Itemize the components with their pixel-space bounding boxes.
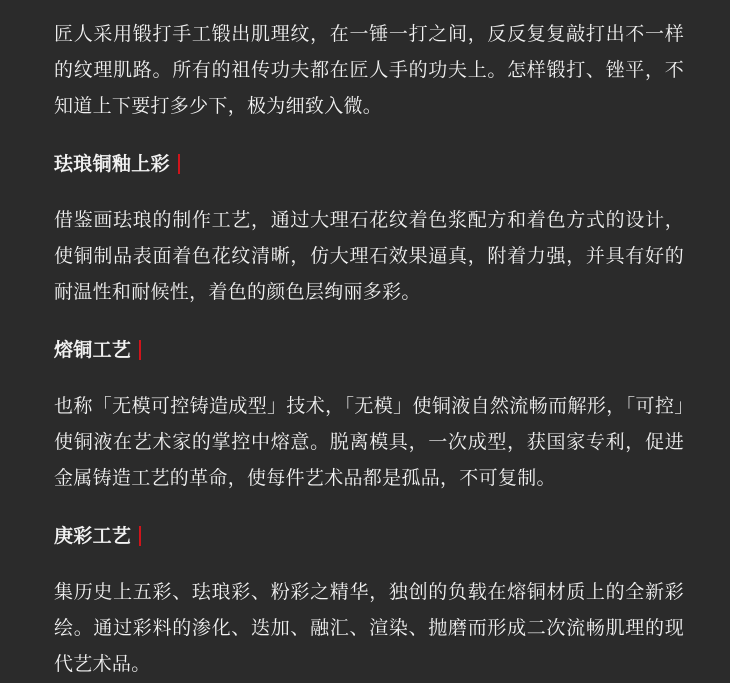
spacer — [54, 182, 684, 202]
spacer — [54, 124, 684, 146]
section-title: 熔铜工艺 — [54, 339, 132, 361]
section-heading-molten-copper — [54, 332, 684, 368]
spacer — [54, 310, 684, 332]
spacer — [54, 368, 684, 388]
spacer — [54, 554, 684, 574]
red-accent-bar — [139, 340, 141, 360]
section-paragraph-gengcai: 集历史上五彩、珐琅彩、粉彩之精华，独创的负载在熔铜材质上的全新彩绘。通过彩料的渗化、迭加、融汇、渲染、抛磨而形成二次流畅肌理的现代艺术品。 — [54, 581, 684, 675]
red-accent-bar — [178, 154, 180, 174]
section-title: 庚彩工艺 — [54, 525, 132, 547]
section-title: 珐琅铜釉上彩 — [54, 153, 170, 175]
intro-paragraph: 匠人采用锻打手工锻出肌理纹，在一锤一打之间，反反复复敲打出不一样的纹理肌路。所有的祖传功夫都在匠人手的功夫上。怎样锻打、锉平，不知道上下要打多少下，极为细致入微。 — [54, 23, 684, 117]
section-heading-enamel — [54, 146, 684, 182]
article-content — [54, 16, 684, 682]
red-accent-bar — [139, 526, 141, 546]
spacer — [54, 496, 684, 518]
section-heading-gengcai — [54, 518, 684, 554]
section-paragraph-molten-copper: 也称「无模可控铸造成型」技术，「无模」使铜液自然流畅而解形，「可控」使铜液在艺术家的掌控中熔意。脱离模具，一次成型，获国家专利，促进金属铸造工艺的革命，使每件艺术品都是孤品，不可复制。 — [54, 395, 684, 489]
section-paragraph-enamel: 借鉴画珐琅的制作工艺，通过大理石花纹着色浆配方和着色方式的设计，使铜制品表面着色花纹清晰，仿大理石效果逼真，附着力强，并具有好的耐温性和耐候性，着色的颜色层绚丽多彩。 — [54, 209, 684, 303]
